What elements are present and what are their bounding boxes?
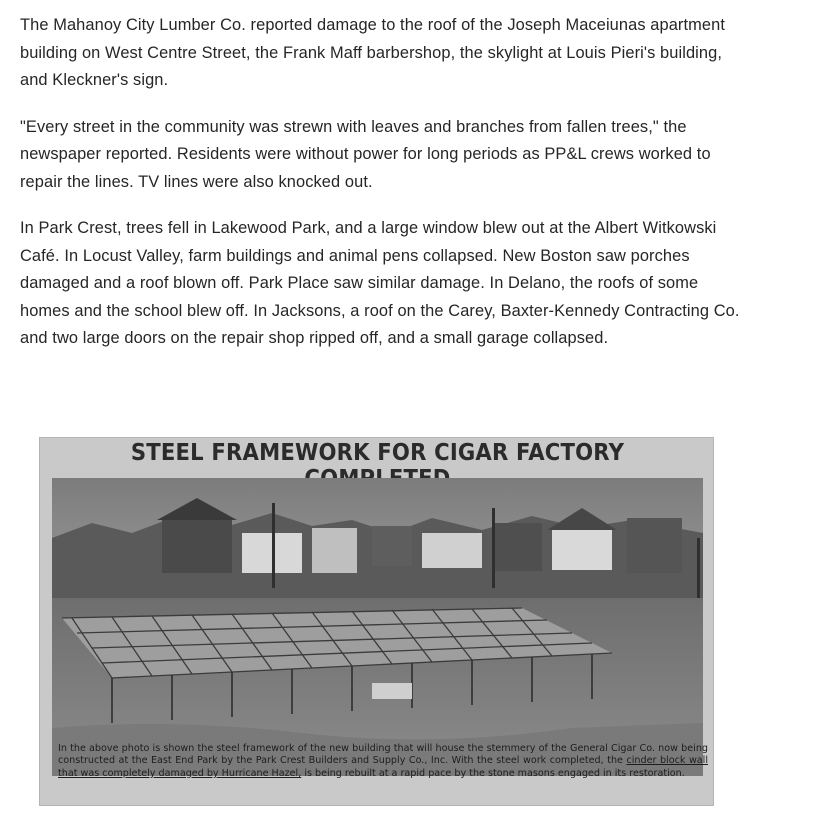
newspaper-clipping	[39, 437, 714, 806]
article-body	[20, 12, 750, 372]
paragraph-streets-power: "Every street in the community was strewn with leaves and branches from fallen trees," the newspaper reported. Residents were without power for long periods as PP&L crews worked to repair the lines. TV lines were also knocked out.	[20, 117, 711, 191]
paragraph-lumber-damage: The Mahanoy City Lumber Co. reported damage to the roof of the Joseph Maceiunas apartment building on West Centre Street, the Frank Maff barbershop, the skylight at Louis Pieri's building, and Kleckner's sign.	[20, 16, 725, 89]
paragraph-area-damage: In Park Crest, trees fell in Lakewood Park, and a large window blew out at the Albert Witkowski Café. In Locust Valley, farm buildings and animal pens collapsed. New Boston saw porches damaged and a roof blown off. Park Place saw similar damage. In Delano, the roofs of some homes and the school blew off. In Jacksons, a roof on the Carey, Baxter-Kennedy Contracting Co. and two large doors on the repair shop ripped off, and a small garage collapsed.	[20, 219, 740, 347]
photo-caption	[58, 743, 708, 780]
factory-photo	[52, 478, 703, 776]
caption-underlined-text: cinder block wall that was completely damaged by Hurricane Hazel,	[58, 755, 708, 779]
caption-text-end: is being rebuilt at a rapid pace by the stone masons engaged in its restoration.	[301, 767, 685, 779]
clipping-headline: STEEL FRAMEWORK FOR CIGAR FACTORY	[130, 440, 625, 466]
caption-text: In the above photo is shown the steel framework of the new building that will house the stemmery of the General Cigar Co. now being constructed at the East End Park by the Park Crest Builders and Supply Co., Inc. With the steel work completed, the	[58, 743, 708, 767]
